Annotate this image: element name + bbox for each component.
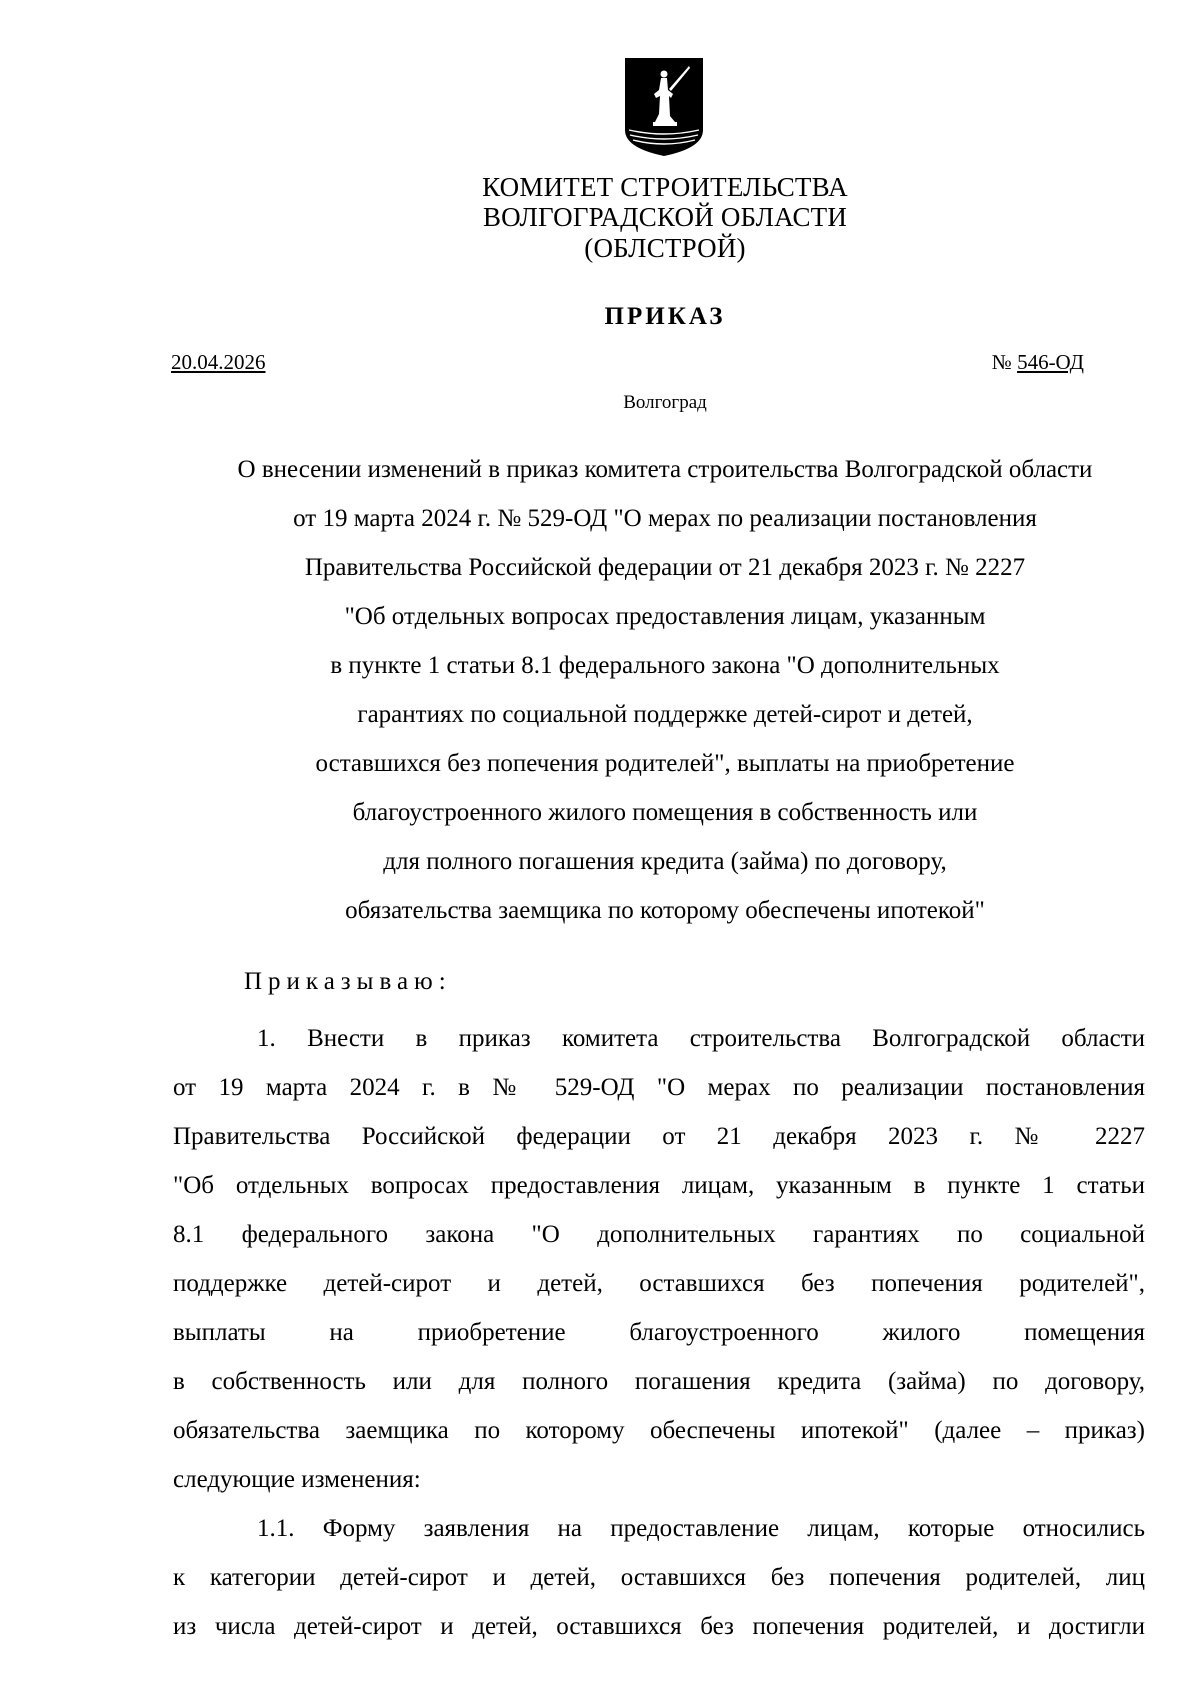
subject-line: от 19 марта 2024 г. № 529-ОД "О мерах по реализации постановления <box>293 505 1037 532</box>
body-line: выплаты на приобретение благоустроенного жилого помещения <box>173 1319 1145 1346</box>
subject-line: для полного погашения кредита (займа) по договору, <box>383 848 947 875</box>
body-line: Правительства Российской федерации от 21 декабря 2023 г. № 2227 <box>173 1123 1145 1150</box>
number-prefix: № <box>991 350 1018 374</box>
subject-line: обязательства заемщика по которому обеспечены ипотекой" <box>345 897 985 924</box>
subject-line: благоустроенного жилого помещения в собственность или <box>352 799 978 826</box>
body-line: "Об отдельных вопросах предоставления лицам, указанным в пункте 1 статьи <box>173 1172 1145 1199</box>
body-line: 8.1 федерального закона "О дополнительных гарантиях по социальной <box>173 1221 1145 1248</box>
body-line: к категории детей-сирот и детей, оставшихся без попечения родителей, лиц <box>173 1564 1145 1591</box>
document-number <box>992 350 1084 375</box>
body-line: обязательства заемщика по которому обеспечены ипотекой" (далее – приказ) <box>173 1417 1145 1444</box>
body-line: 1. Внести в приказ комитета строительства Волгоградской области <box>257 1025 1145 1052</box>
body-line: 1.1. Форму заявления на предоставление лицам, которые относились <box>257 1515 1145 1542</box>
organization-name-line-2: ВОЛГОГРАДСКОЙ ОБЛАСТИ <box>482 202 848 232</box>
subject-line: Правительства Российской федерации от 21 декабря 2023 г. № 2227 <box>304 554 1026 581</box>
subject-line: "Об отдельных вопросах предоставления лицам, указанным <box>344 603 986 630</box>
subject-line: оставшихся без попечения родителей", выплаты на приобретение <box>315 750 1015 777</box>
document-date: 20.04.2026 <box>171 350 266 374</box>
document-body <box>173 1014 1145 1651</box>
organization-name-line-3: (ОБЛСТРОЙ) <box>584 233 746 263</box>
body-line: от 19 марта 2024 г. в № 529-ОД "О мерах по реализации постановления <box>173 1074 1145 1101</box>
subject-line: О внесении изменений в приказ комитета строительства Волгоградской области <box>237 456 1093 483</box>
body-line: поддержке детей-сирот и детей, оставшихся без попечения родителей", <box>173 1270 1145 1297</box>
document-city: Волгоград <box>623 392 707 413</box>
body-line: из числа детей-сирот и детей, оставшихся без попечения родителей, и достигли <box>173 1613 1145 1640</box>
coat-of-arms-emblem <box>623 56 705 158</box>
document-subject <box>150 445 1180 935</box>
body-line: в собственность или для полного погашения кредита (займа) по договору, <box>173 1368 1145 1395</box>
number-value: 546-ОД <box>1017 350 1084 374</box>
document-type: ПРИКАЗ <box>604 303 726 330</box>
order-directive: Приказываю: <box>244 968 452 995</box>
body-line: следующие изменения: <box>173 1466 421 1493</box>
organization-name-line-1: КОМИТЕТ СТРОИТЕЛЬСТВА <box>482 172 848 202</box>
subject-line: в пункте 1 статьи 8.1 федерального закона "О дополнительных <box>330 652 1000 679</box>
subject-line: гарантиях по социальной поддержке детей-сирот и детей, <box>357 701 973 728</box>
